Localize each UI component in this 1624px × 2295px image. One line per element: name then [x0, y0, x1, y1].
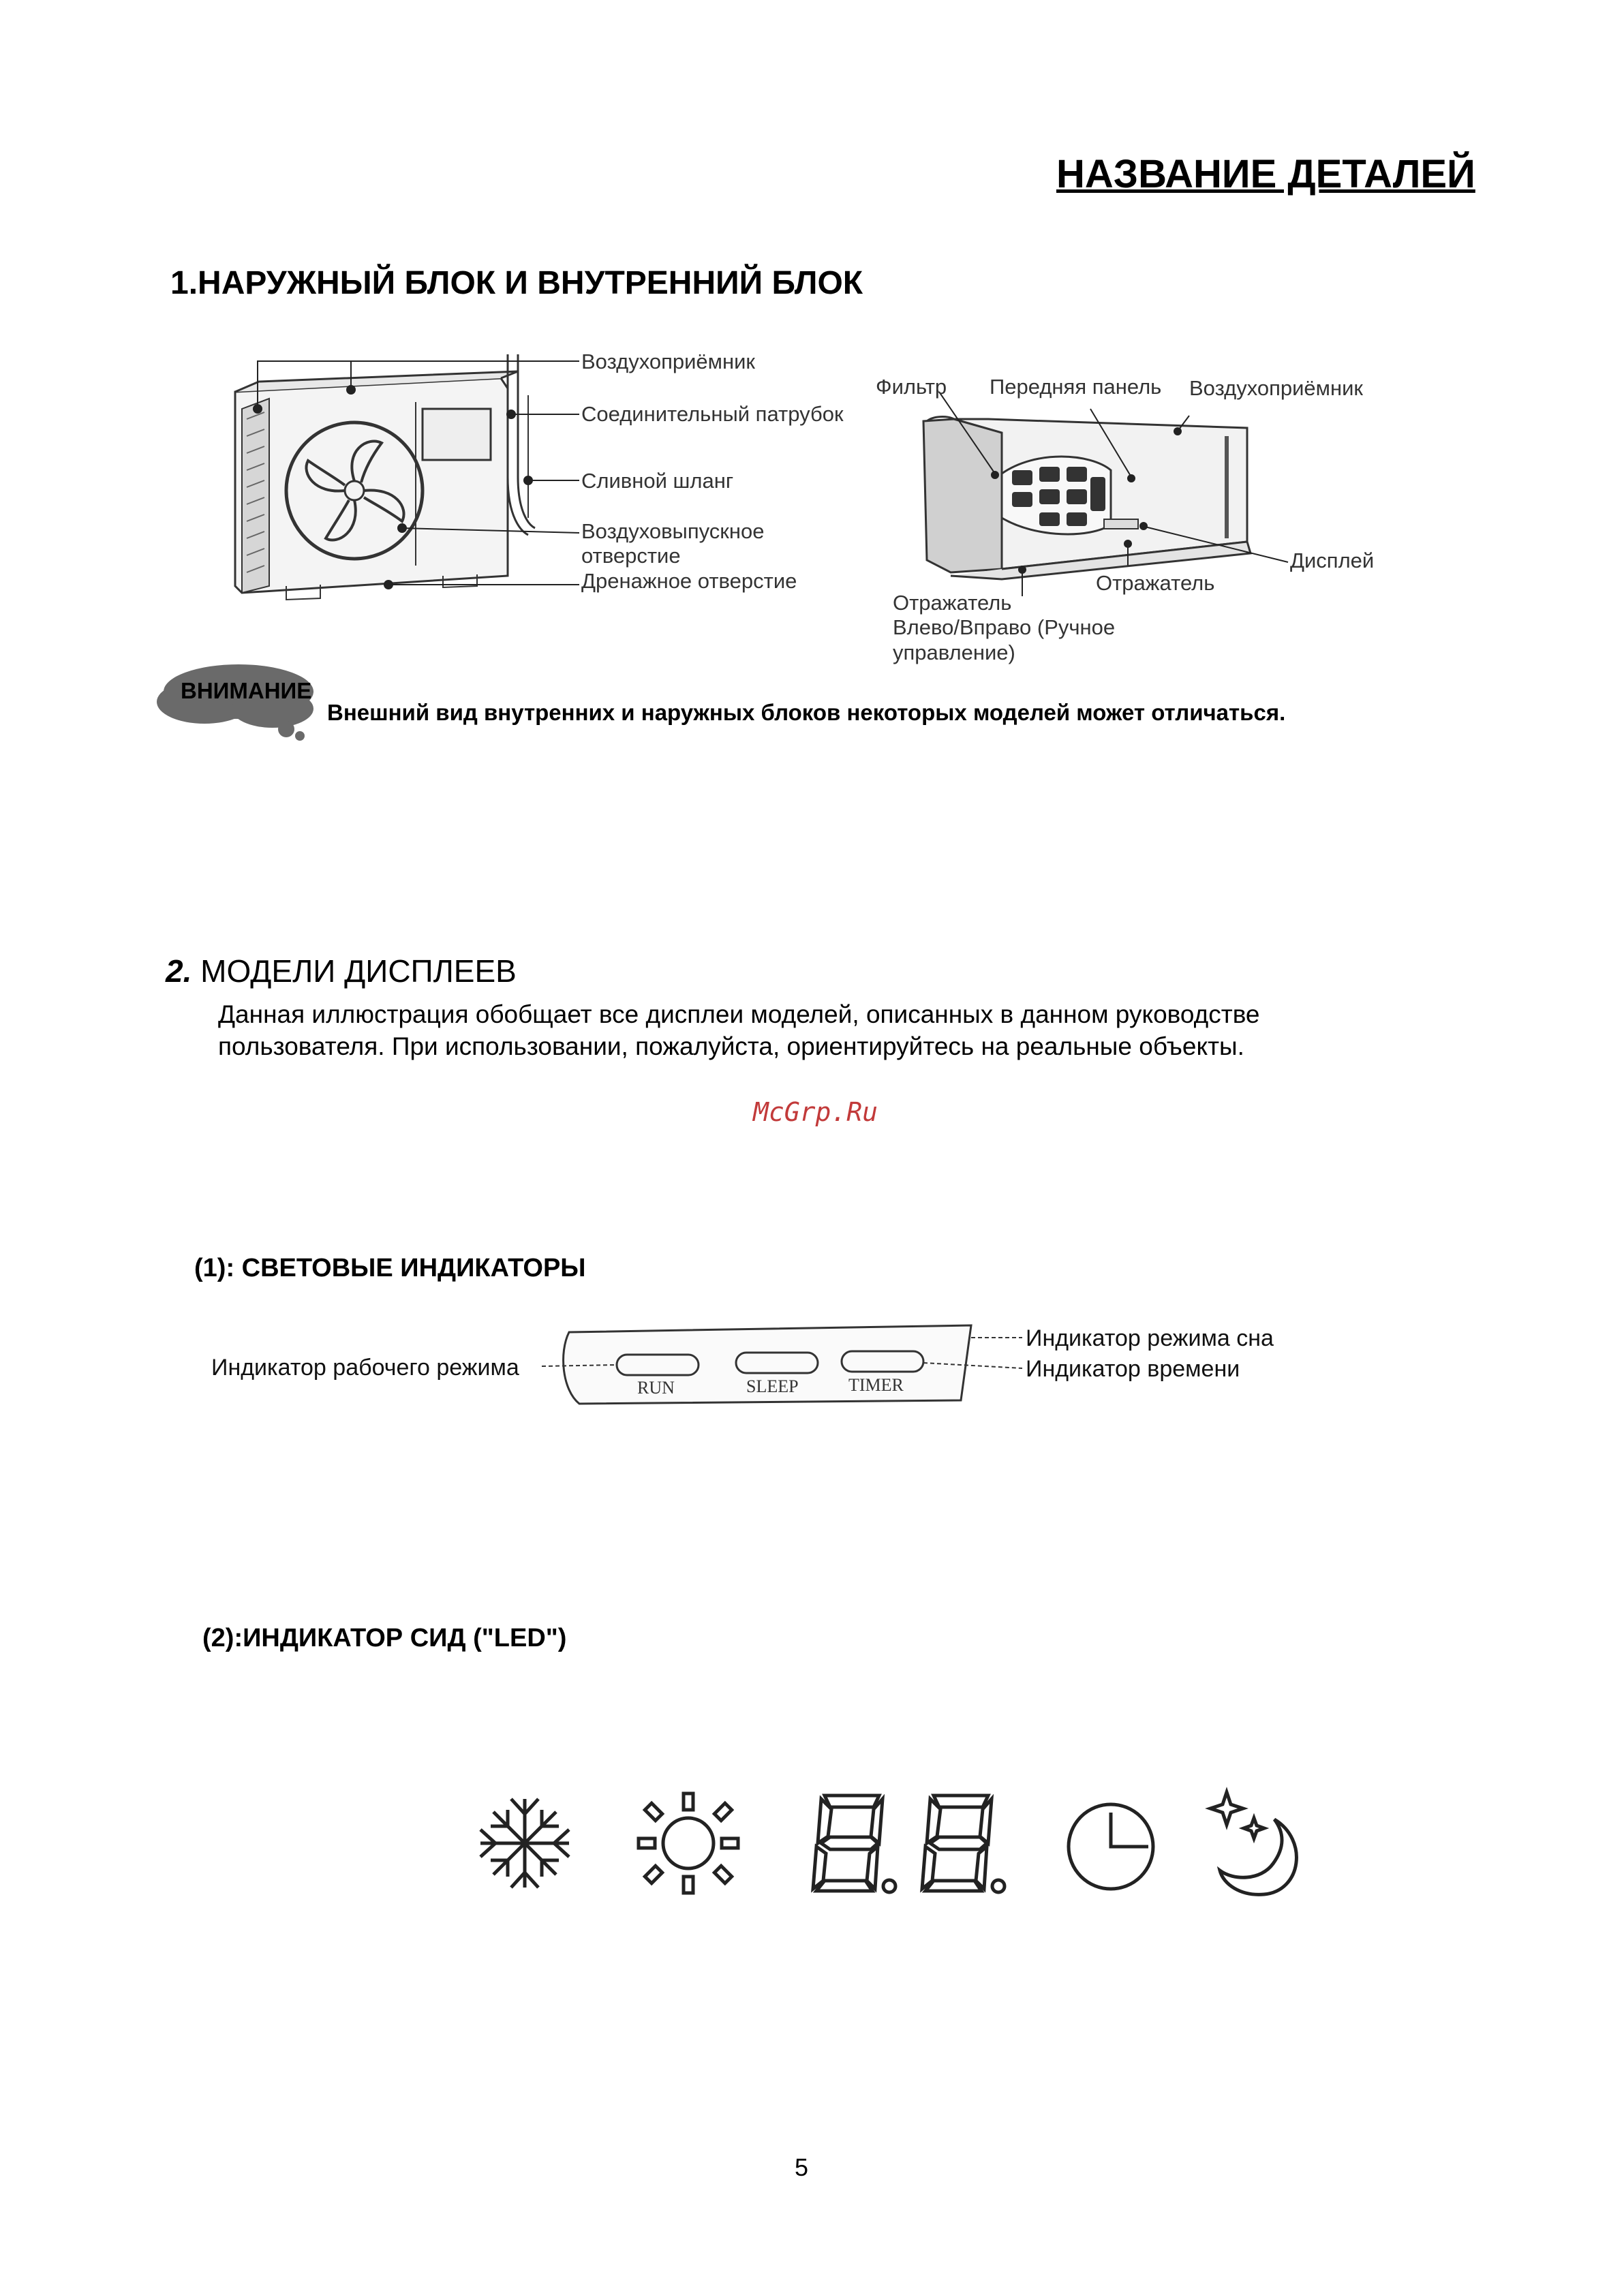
- watermark: McGrp.Ru: [753, 1097, 878, 1127]
- label-air-outlet-1: Воздуховыпускное: [581, 519, 765, 543]
- button-label-sleep: SLEEP: [746, 1376, 799, 1396]
- warning-badge: ВНИМАНИЕ: [181, 678, 312, 703]
- section2-number: 2.: [166, 953, 192, 989]
- label-indoor-air-inlet: Воздухоприёмник: [1189, 376, 1363, 400]
- outdoor-unit-illustration: [235, 354, 535, 600]
- label-filter: Фильтр: [876, 375, 947, 399]
- button-label-run: RUN: [637, 1378, 675, 1398]
- label-timer-indicator: Индикатор времени: [1026, 1356, 1240, 1382]
- section2-heading: [166, 953, 517, 989]
- label-front-panel: Передняя панель: [990, 375, 1162, 399]
- label-connecting-pipe: Соединительный патрубок: [581, 402, 844, 426]
- section1-heading: 1.НАРУЖНЫЙ БЛОК И ВНУТРЕННИЙ БЛОК: [170, 265, 863, 301]
- sun-icon: [639, 1793, 738, 1893]
- clock-icon: [1069, 1804, 1153, 1889]
- warning-text: Внешний вид внутренних и наружных блоков некоторых моделей может отличаться.: [327, 700, 1286, 725]
- sleep-moon-icon: [1210, 1792, 1296, 1894]
- subsection2-heading: (2):ИНДИКАТОР СИД ("LED"): [202, 1624, 567, 1652]
- label-run-indicator: Индикатор рабочего режима: [211, 1355, 519, 1381]
- label-outdoor-air-inlet: Воздухоприёмник: [581, 350, 755, 373]
- label-display: Дисплей: [1290, 549, 1375, 572]
- subsection1-heading: (1): СВЕТОВЫЕ ИНДИКАТОРЫ: [194, 1254, 586, 1282]
- section2-title: МОДЕЛИ ДИСПЛЕЕВ: [200, 953, 517, 989]
- seven-segment-display-icon: [813, 1796, 1005, 1892]
- label-drain-hose: Сливной шланг: [581, 469, 734, 493]
- section2-paragraph: Данная иллюстрация обобщает все дисплеи моделей, описанных в данном руководстве пользователя. При использовании, пожалуйста, ориентируйтесь на реальные объекты.: [218, 1000, 1260, 1060]
- button-label-timer: TIMER: [848, 1375, 904, 1395]
- label-manual-deflector-1: Отражатель: [893, 591, 1012, 615]
- label-drain-hole: Дренажное отверстие: [581, 569, 797, 593]
- label-manual-deflector-3: управление): [893, 641, 1015, 664]
- label-deflector: Отражатель: [1096, 571, 1215, 595]
- page-number: 5: [795, 2153, 809, 2181]
- label-air-outlet-2: отверстие: [581, 544, 681, 568]
- page-title: НАЗВАНИЕ ДЕТАЛЕЙ: [1056, 152, 1475, 196]
- label-sleep-indicator: Индикатор режима сна: [1026, 1325, 1274, 1351]
- label-manual-deflector-2: Влево/Вправо (Ручное: [893, 615, 1116, 639]
- snowflake-icon: [480, 1799, 569, 1888]
